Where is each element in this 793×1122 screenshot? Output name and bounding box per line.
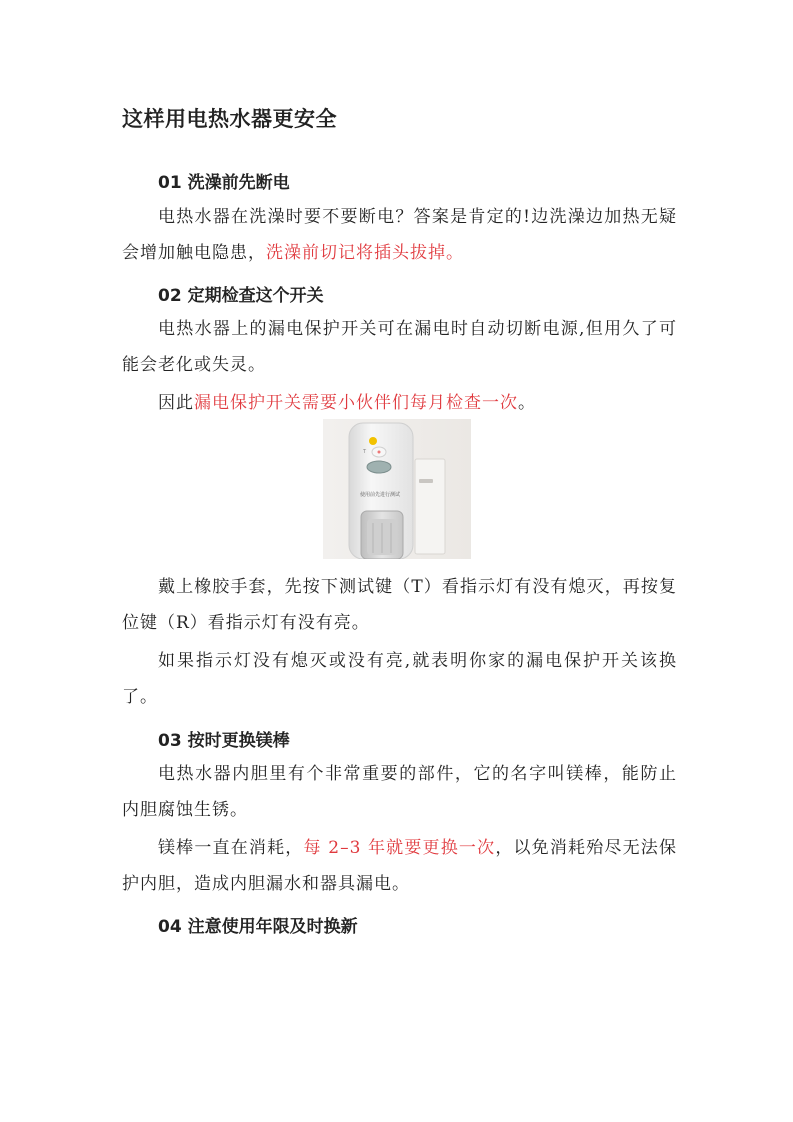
text-run: 因此 [158,393,194,413]
text-run: 电热水器在洗澡时要不要断电？答案是肯定的!边洗澡边加热无疑会增加触电隐患， [122,207,677,263]
paragraph-01-1 [122,199,677,271]
section-heading-01: 01 洗澡前先断电 [158,173,290,193]
paragraph-03-2 [122,830,677,902]
highlight-text: 漏电保护开关需要小伙伴们每月检查一次 [194,393,518,413]
text-run: 。 [518,393,536,413]
section-heading-04: 04 注意使用年限及时换新 [158,917,358,937]
section-heading-02: 02 定期检查这个开关 [158,286,324,306]
paragraph-02-1: 电热水器上的漏电保护开关可在漏电时自动切断电源,但用久了可能会老化或失灵。 [122,319,677,375]
highlight-text: 洗澡前切记将插头拔掉。 [266,243,464,263]
page-title: 这样用电热水器更安全 [122,107,337,131]
paragraph-02-3: 戴上橡胶手套，先按下测试键（T）看指示灯有没有熄灭，再按复位键（R）看指示灯有没有亮。 [122,577,677,633]
highlight-text: 每 2–3 年就要更换一次 [303,838,496,858]
leakage-switch-photo [323,419,471,559]
leakage-switch-illustration [323,419,471,559]
section-heading-03: 03 按时更换镁棒 [158,731,290,751]
text-run: 镁棒一直在消耗， [158,838,304,858]
svg-text:T: T [363,449,367,455]
paragraph-03-1: 电热水器内胆里有个非常重要的部件，它的名字叫镁棒，能防止内胆腐蚀生锈。 [122,764,677,820]
photo-label: 使用前先进行测试 [360,492,401,498]
paragraph-02-4: 如果指示灯没有熄灭或没有亮,就表明你家的漏电保护开关该换了。 [122,651,677,707]
paragraph-02-2 [122,385,677,421]
text-run: ，以免消耗殆尽无法保护内胆，造成内胆漏水和器具漏电。 [122,838,677,894]
